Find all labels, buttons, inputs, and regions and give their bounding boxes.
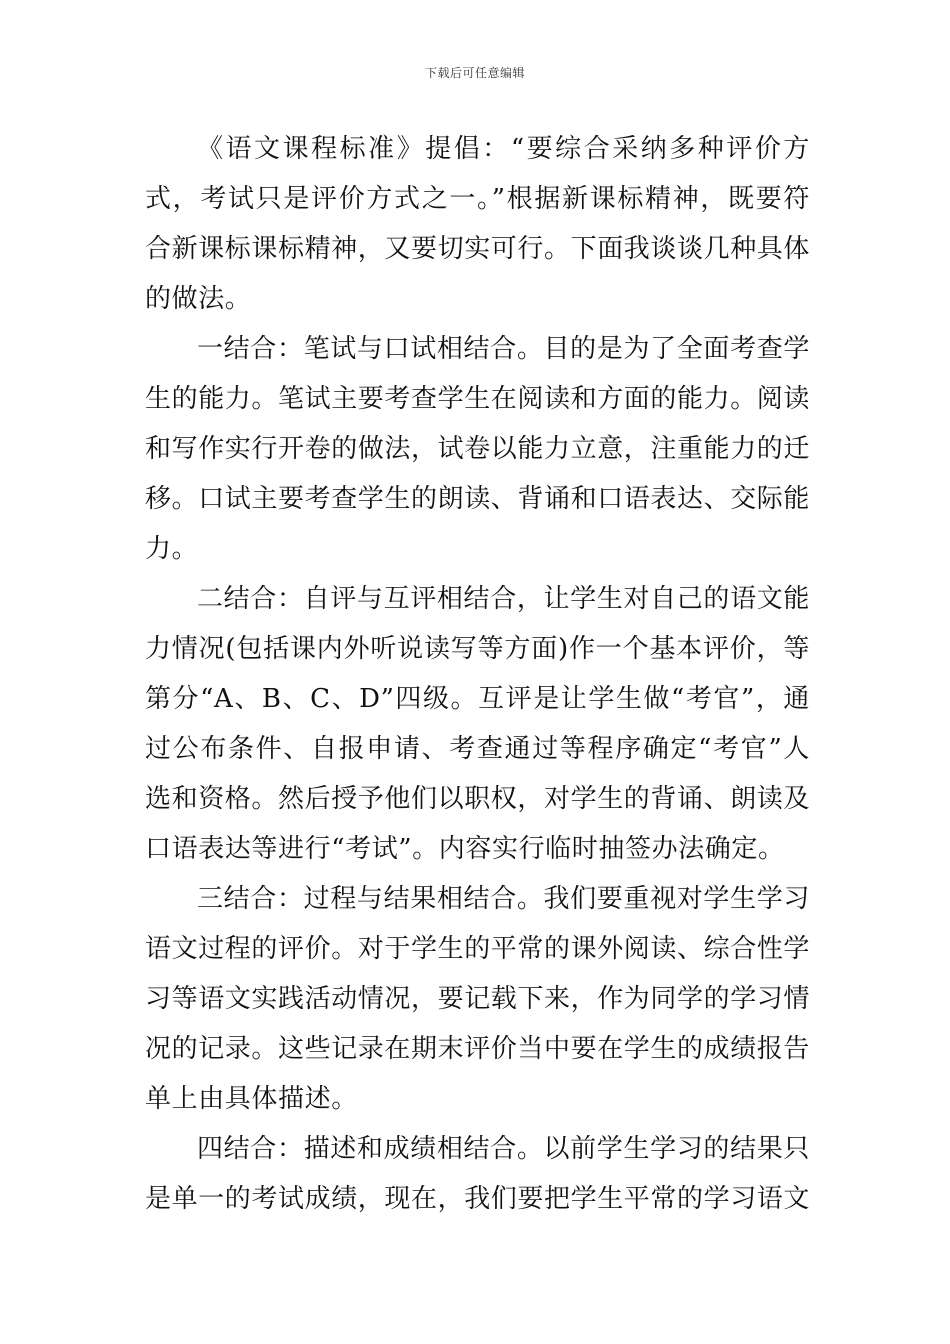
paragraph-intro: 《语文课程标准》提倡：“要综合采纳多种评价方式，考试只是评价方式之一。”根据新课标精神，既要符合新课标课标精神，又要切实可行。下面我谈谈几种具体的做法。	[145, 134, 811, 314]
document-body	[145, 124, 810, 1224]
page-header-note: 下载后可任意编辑	[424, 66, 525, 80]
paragraph-combination-4: 四结合：描述和成绩相结合。以前学生学习的结果只是单一的考试成绩，现在，我们要把学生平常的学习语文	[145, 1134, 811, 1214]
paragraph-combination-3: 三结合：过程与结果相结合。我们要重视对学生学习语文过程的评价。对于学生的平常的课外阅读、综合性学习等语文实践活动情况，要记载下来，作为同学的学习情况的记录。这些记录在期末评价当中要在学生的成绩报告单上由具体描述。	[145, 884, 811, 1114]
paragraph-combination-1: 一结合：笔试与口试相结合。目的是为了全面考查学生的能力。笔试主要考查学生在阅读和方面的能力。阅读和写作实行开卷的做法，试卷以能力立意，注重能力的迁移。口试主要考查学生的朗读、背诵和口语表达、交际能力。	[145, 334, 811, 564]
paragraph-combination-2: 二结合：自评与互评相结合，让学生对自己的语文能力情况(包括课内外听说读写等方面)作一个基本评价，等第分“A、B、C、D”四级。互评是让学生做“考官”，通过公布条件、自报申请、考查通过等程序确定“考官”人选和资格。然后授予他们以职权，对学生的背诵、朗读及口语表达等进行“考试”。内容实行临时抽签办法确定。	[145, 584, 811, 864]
